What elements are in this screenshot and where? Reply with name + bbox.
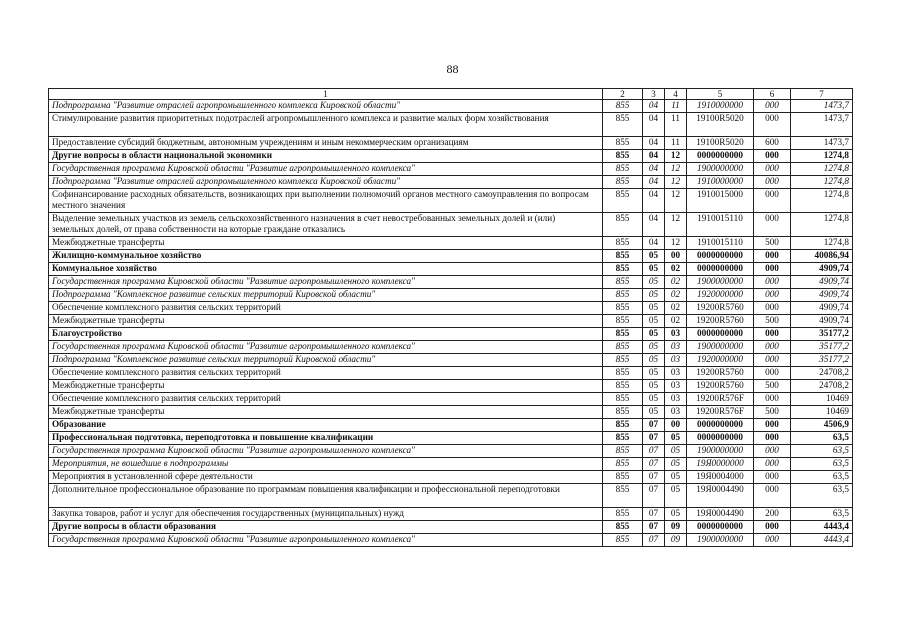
row-amount-cell: 63,5: [791, 484, 853, 508]
row-code-cell: 855: [603, 458, 643, 471]
row-target-article-cell: 0000000000: [687, 432, 754, 445]
row-expense-type-cell: 000: [754, 289, 791, 302]
table-row: [49, 100, 853, 113]
row-section-cell: 04: [643, 150, 665, 163]
table-row: [49, 302, 853, 315]
table-row: [49, 250, 853, 263]
budget-table: [48, 88, 853, 547]
row-amount-cell: 4909,74: [791, 276, 853, 289]
row-amount-cell: 1274,8: [791, 213, 853, 237]
table-row: [49, 176, 853, 189]
column-header: 3: [643, 89, 665, 100]
row-target-article-cell: 0000000000: [687, 263, 754, 276]
row-code-cell: 855: [603, 354, 643, 367]
row-amount-cell: 1274,8: [791, 176, 853, 189]
row-name-cell: Профессиональная подготовка, переподготовка и повышение квалификации: [49, 432, 603, 445]
row-name-cell: Мероприятия, не вошедшие в подпрограммы: [49, 458, 603, 471]
row-name-cell: Другие вопросы в области образования: [49, 521, 603, 534]
column-header: 1: [49, 89, 603, 100]
row-target-article-cell: 1910000000: [687, 176, 754, 189]
row-code-cell: 855: [603, 406, 643, 419]
row-code-cell: 855: [603, 521, 643, 534]
row-section-cell: 07: [643, 458, 665, 471]
row-section-cell: 07: [643, 484, 665, 508]
row-code-cell: 855: [603, 393, 643, 406]
row-expense-type-cell: 000: [754, 263, 791, 276]
row-amount-cell: 1473,7: [791, 100, 853, 113]
row-code-cell: 855: [603, 341, 643, 354]
row-section-cell: 05: [643, 276, 665, 289]
row-expense-type-cell: 000: [754, 534, 791, 547]
row-expense-type-cell: 000: [754, 458, 791, 471]
row-section-cell: 04: [643, 189, 665, 213]
row-amount-cell: 35177,2: [791, 354, 853, 367]
row-target-article-cell: 0000000000: [687, 419, 754, 432]
row-code-cell: 855: [603, 302, 643, 315]
table-row: [49, 328, 853, 341]
table-row: [49, 315, 853, 328]
row-section-cell: 07: [643, 419, 665, 432]
row-section-cell: 05: [643, 328, 665, 341]
row-target-article-cell: 1900000000: [687, 163, 754, 176]
row-section-cell: 05: [643, 250, 665, 263]
row-target-article-cell: 19100R5020: [687, 137, 754, 150]
row-code-cell: 855: [603, 534, 643, 547]
row-expense-type-cell: 000: [754, 393, 791, 406]
row-target-article-cell: 1910000000: [687, 100, 754, 113]
row-code-cell: 855: [603, 213, 643, 237]
row-section-cell: 05: [643, 354, 665, 367]
row-subsection-cell: 00: [665, 419, 687, 432]
row-name-cell: Мероприятия в установленной сфере деятельности: [49, 471, 603, 484]
table-row: [49, 521, 853, 534]
row-expense-type-cell: 000: [754, 419, 791, 432]
row-amount-cell: 1274,8: [791, 189, 853, 213]
row-name-cell: Государственная программа Кировской области "Развитие агропромышленного комплекса": [49, 445, 603, 458]
row-target-article-cell: 19200R5760: [687, 380, 754, 393]
row-subsection-cell: 02: [665, 302, 687, 315]
row-section-cell: 05: [643, 315, 665, 328]
column-header: 2: [603, 89, 643, 100]
row-amount-cell: 4443,4: [791, 534, 853, 547]
row-code-cell: 855: [603, 315, 643, 328]
row-expense-type-cell: 500: [754, 315, 791, 328]
row-subsection-cell: 03: [665, 341, 687, 354]
row-amount-cell: 4909,74: [791, 263, 853, 276]
row-amount-cell: 1274,8: [791, 237, 853, 250]
row-subsection-cell: 11: [665, 137, 687, 150]
row-section-cell: 05: [643, 367, 665, 380]
row-expense-type-cell: 000: [754, 189, 791, 213]
row-name-cell: Подпрограмма "Развитие отраслей агропромышленного комплекса Кировской области": [49, 176, 603, 189]
row-expense-type-cell: 000: [754, 276, 791, 289]
row-section-cell: 05: [643, 341, 665, 354]
row-name-cell: Государственная программа Кировской области "Развитие агропромышленного комплекса": [49, 341, 603, 354]
row-code-cell: 855: [603, 150, 643, 163]
table-row: [49, 419, 853, 432]
row-name-cell: Межбюджетные трансферты: [49, 315, 603, 328]
row-amount-cell: 24708,2: [791, 380, 853, 393]
row-code-cell: 855: [603, 380, 643, 393]
row-amount-cell: 24708,2: [791, 367, 853, 380]
row-section-cell: 04: [643, 237, 665, 250]
row-expense-type-cell: 000: [754, 328, 791, 341]
row-code-cell: 855: [603, 176, 643, 189]
row-expense-type-cell: 000: [754, 432, 791, 445]
row-target-article-cell: 19200R5760: [687, 367, 754, 380]
table-row: [49, 445, 853, 458]
row-amount-cell: 63,5: [791, 445, 853, 458]
row-target-article-cell: 19Я0004000: [687, 471, 754, 484]
row-name-cell: Софинансирование расходных обязательств, возникающих при выполнении полномочий органов местного самоуправления по вопросам местного значения: [49, 189, 603, 213]
row-expense-type-cell: 000: [754, 113, 791, 137]
row-section-cell: 07: [643, 432, 665, 445]
row-subsection-cell: 05: [665, 508, 687, 521]
row-expense-type-cell: 500: [754, 380, 791, 393]
row-section-cell: 05: [643, 406, 665, 419]
table-row: [49, 393, 853, 406]
row-name-cell: Обеспечение комплексного развития сельских территорий: [49, 393, 603, 406]
row-target-article-cell: 1900000000: [687, 534, 754, 547]
table-row: [49, 289, 853, 302]
row-subsection-cell: 02: [665, 263, 687, 276]
table-row: [49, 458, 853, 471]
row-name-cell: Подпрограмма "Комплексное развитие сельских территорий Кировской области": [49, 354, 603, 367]
table-row: [49, 237, 853, 250]
row-subsection-cell: 03: [665, 406, 687, 419]
column-header: 6: [754, 89, 791, 100]
row-name-cell: Обеспечение комплексного развития сельских территорий: [49, 302, 603, 315]
row-target-article-cell: 1900000000: [687, 445, 754, 458]
row-target-article-cell: 1920000000: [687, 289, 754, 302]
row-section-cell: 04: [643, 176, 665, 189]
row-name-cell: Обеспечение комплексного развития сельских территорий: [49, 367, 603, 380]
row-target-article-cell: 1920000000: [687, 354, 754, 367]
row-subsection-cell: 12: [665, 237, 687, 250]
row-subsection-cell: 03: [665, 393, 687, 406]
row-expense-type-cell: 000: [754, 354, 791, 367]
row-section-cell: 04: [643, 137, 665, 150]
row-amount-cell: 1473,7: [791, 113, 853, 137]
row-name-cell: Дополнительное профессиональное образование по программам повышения квалификации и профессиональной переподготовки: [49, 484, 603, 508]
row-name-cell: Стимулирование развития приоритетных подотраслей агропромышленного комплекса и развитие малых форм хозяйствования: [49, 113, 603, 137]
row-section-cell: 04: [643, 100, 665, 113]
row-name-cell: Государственная программа Кировской области "Развитие агропромышленного комплекса": [49, 276, 603, 289]
row-target-article-cell: 0000000000: [687, 521, 754, 534]
row-target-article-cell: 1910015000: [687, 189, 754, 213]
row-amount-cell: 63,5: [791, 432, 853, 445]
table-row: [49, 263, 853, 276]
table-row: [49, 354, 853, 367]
row-name-cell: Предоставление субсидий бюджетным, автономным учреждениям и иным некоммерческим организациям: [49, 137, 603, 150]
row-subsection-cell: 03: [665, 328, 687, 341]
row-target-article-cell: 0000000000: [687, 328, 754, 341]
row-expense-type-cell: 000: [754, 445, 791, 458]
table-row: [49, 406, 853, 419]
row-target-article-cell: 19100R5020: [687, 113, 754, 137]
row-code-cell: 855: [603, 163, 643, 176]
row-code-cell: 855: [603, 250, 643, 263]
table-row: [49, 534, 853, 547]
row-expense-type-cell: 000: [754, 341, 791, 354]
row-expense-type-cell: 000: [754, 150, 791, 163]
row-code-cell: 855: [603, 100, 643, 113]
row-code-cell: 855: [603, 276, 643, 289]
row-name-cell: Благоустройство: [49, 328, 603, 341]
row-target-article-cell: 19Я0000000: [687, 458, 754, 471]
page-number: 88: [446, 62, 459, 76]
row-expense-type-cell: 000: [754, 163, 791, 176]
row-amount-cell: 10469: [791, 393, 853, 406]
row-target-article-cell: 0000000000: [687, 150, 754, 163]
row-target-article-cell: 19Я0004490: [687, 508, 754, 521]
row-name-cell: Образование: [49, 419, 603, 432]
row-section-cell: 07: [643, 508, 665, 521]
row-code-cell: 855: [603, 328, 643, 341]
row-target-article-cell: 1910015110: [687, 213, 754, 237]
row-amount-cell: 4506,9: [791, 419, 853, 432]
row-target-article-cell: 19200R5760: [687, 315, 754, 328]
table-row: [49, 137, 853, 150]
row-subsection-cell: 00: [665, 250, 687, 263]
table-row: [49, 341, 853, 354]
table-row: [49, 484, 853, 508]
row-name-cell: Межбюджетные трансферты: [49, 380, 603, 393]
row-code-cell: 855: [603, 419, 643, 432]
row-section-cell: 05: [643, 289, 665, 302]
row-section-cell: 07: [643, 534, 665, 547]
row-code-cell: 855: [603, 263, 643, 276]
row-subsection-cell: 11: [665, 100, 687, 113]
row-name-cell: Коммунальное хозяйство: [49, 263, 603, 276]
row-subsection-cell: 12: [665, 189, 687, 213]
row-expense-type-cell: 500: [754, 237, 791, 250]
column-header: 4: [665, 89, 687, 100]
row-name-cell: Подпрограмма "Развитие отраслей агропромышленного комплекса Кировской области": [49, 100, 603, 113]
row-name-cell: Закупка товаров, работ и услуг для обеспечения государственных (муниципальных) нужд: [49, 508, 603, 521]
row-target-article-cell: 1910015110: [687, 237, 754, 250]
row-expense-type-cell: 000: [754, 484, 791, 508]
row-target-article-cell: 19200R576F: [687, 393, 754, 406]
row-target-article-cell: 1900000000: [687, 341, 754, 354]
row-expense-type-cell: 000: [754, 100, 791, 113]
table-row: [49, 432, 853, 445]
row-target-article-cell: 0000000000: [687, 250, 754, 263]
row-code-cell: 855: [603, 508, 643, 521]
row-subsection-cell: 12: [665, 213, 687, 237]
row-subsection-cell: 05: [665, 484, 687, 508]
row-section-cell: 04: [643, 163, 665, 176]
row-subsection-cell: 09: [665, 534, 687, 547]
row-amount-cell: 4909,74: [791, 302, 853, 315]
row-code-cell: 855: [603, 137, 643, 150]
row-subsection-cell: 12: [665, 163, 687, 176]
row-section-cell: 07: [643, 445, 665, 458]
row-code-cell: 855: [603, 189, 643, 213]
table-row: [49, 508, 853, 521]
column-header: 7: [791, 89, 853, 100]
table-body: [49, 100, 853, 547]
row-subsection-cell: 12: [665, 176, 687, 189]
row-section-cell: 04: [643, 113, 665, 137]
row-amount-cell: 10469: [791, 406, 853, 419]
table-row: [49, 367, 853, 380]
row-code-cell: 855: [603, 113, 643, 137]
row-expense-type-cell: 000: [754, 250, 791, 263]
row-target-article-cell: 19200R576F: [687, 406, 754, 419]
table-row: [49, 113, 853, 137]
row-code-cell: 855: [603, 432, 643, 445]
row-expense-type-cell: 000: [754, 176, 791, 189]
row-section-cell: 07: [643, 521, 665, 534]
row-name-cell: Жилищно-коммунальное хозяйство: [49, 250, 603, 263]
row-code-cell: 855: [603, 484, 643, 508]
row-subsection-cell: 09: [665, 521, 687, 534]
table-row: [49, 471, 853, 484]
row-code-cell: 855: [603, 471, 643, 484]
row-name-cell: Подпрограмма "Комплексное развитие сельских территорий Кировской области": [49, 289, 603, 302]
row-subsection-cell: 03: [665, 367, 687, 380]
row-expense-type-cell: 000: [754, 471, 791, 484]
row-section-cell: 07: [643, 471, 665, 484]
row-name-cell: Государственная программа Кировской области "Развитие агропромышленного комплекса": [49, 163, 603, 176]
row-subsection-cell: 12: [665, 150, 687, 163]
table-row: [49, 163, 853, 176]
row-amount-cell: 4909,74: [791, 289, 853, 302]
row-expense-type-cell: 200: [754, 508, 791, 521]
row-expense-type-cell: 000: [754, 302, 791, 315]
row-subsection-cell: 03: [665, 354, 687, 367]
row-subsection-cell: 02: [665, 315, 687, 328]
row-name-cell: Межбюджетные трансферты: [49, 237, 603, 250]
row-section-cell: 05: [643, 393, 665, 406]
row-amount-cell: 63,5: [791, 508, 853, 521]
row-amount-cell: 1473,7: [791, 137, 853, 150]
row-subsection-cell: 05: [665, 445, 687, 458]
row-subsection-cell: 05: [665, 458, 687, 471]
row-section-cell: 05: [643, 380, 665, 393]
row-target-article-cell: 19Я0004490: [687, 484, 754, 508]
row-name-cell: Межбюджетные трансферты: [49, 406, 603, 419]
row-expense-type-cell: 600: [754, 137, 791, 150]
row-section-cell: 05: [643, 263, 665, 276]
row-subsection-cell: 05: [665, 432, 687, 445]
table-row: [49, 213, 853, 237]
row-expense-type-cell: 000: [754, 521, 791, 534]
row-section-cell: 05: [643, 302, 665, 315]
row-amount-cell: 35177,2: [791, 328, 853, 341]
row-amount-cell: 63,5: [791, 471, 853, 484]
column-header: 5: [687, 89, 754, 100]
row-amount-cell: 4443,4: [791, 521, 853, 534]
row-amount-cell: 63,5: [791, 458, 853, 471]
row-amount-cell: 40086,94: [791, 250, 853, 263]
row-amount-cell: 35177,2: [791, 341, 853, 354]
row-subsection-cell: 03: [665, 380, 687, 393]
row-amount-cell: 1274,8: [791, 163, 853, 176]
row-subsection-cell: 02: [665, 289, 687, 302]
row-code-cell: 855: [603, 367, 643, 380]
row-target-article-cell: 19200R5760: [687, 302, 754, 315]
row-code-cell: 855: [603, 237, 643, 250]
row-subsection-cell: 11: [665, 113, 687, 137]
row-target-article-cell: 1900000000: [687, 276, 754, 289]
row-expense-type-cell: 000: [754, 213, 791, 237]
table-row: [49, 189, 853, 213]
table-header-row: [49, 89, 853, 100]
row-amount-cell: 4909,74: [791, 315, 853, 328]
row-subsection-cell: 02: [665, 276, 687, 289]
row-name-cell: Другие вопросы в области национальной экономики: [49, 150, 603, 163]
table-row: [49, 380, 853, 393]
row-name-cell: Государственная программа Кировской области "Развитие агропромышленного комплекса": [49, 534, 603, 547]
row-code-cell: 855: [603, 445, 643, 458]
table-row: [49, 276, 853, 289]
row-expense-type-cell: 500: [754, 406, 791, 419]
table-row: [49, 150, 853, 163]
row-expense-type-cell: 000: [754, 367, 791, 380]
row-amount-cell: 1274,8: [791, 150, 853, 163]
row-code-cell: 855: [603, 289, 643, 302]
row-subsection-cell: 05: [665, 471, 687, 484]
row-section-cell: 04: [643, 213, 665, 237]
row-name-cell: Выделение земельных участков из земель сельскохозяйственного назначения в счет невостребованных земельных долей и (или) земельных долей, от права собственности на которые граждане отказались: [49, 213, 603, 237]
